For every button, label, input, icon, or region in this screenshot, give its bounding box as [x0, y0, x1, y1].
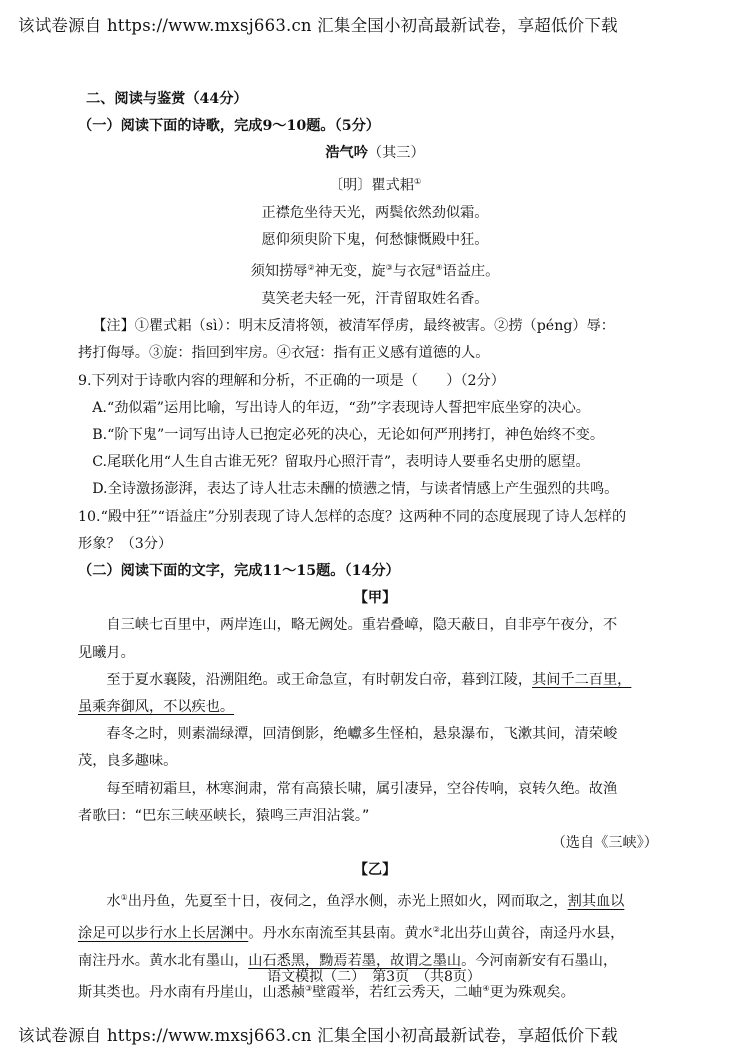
footnote-mark: ③ [305, 984, 313, 994]
footnote-mark: ② [307, 262, 315, 272]
passage-text: 水 [106, 894, 121, 911]
passage-text: 更为殊观矣。 [489, 985, 575, 1002]
passage-jia-text: 见曦月。 [78, 644, 135, 661]
passage-jia-text: 春冬之时，则素湍绿潭，回清倒影，绝巘多生怪柏，悬泉瀑布，飞漱其间，清荣峻 [106, 726, 618, 743]
footnote-mark: ④ [482, 984, 490, 994]
passage-text: 南注丹水。黄水北有墨山， [78, 953, 249, 970]
passage-text: 。丹水东南流至其县南。黄水 [248, 926, 433, 943]
passage-text: 。今河南新安有石墨山， [461, 953, 618, 970]
footnote-mark: ② [432, 925, 440, 935]
footnote-mark: ④ [435, 262, 443, 272]
poem-author-name: 〔明〕瞿式耜 [328, 177, 414, 194]
page-footer: 语文模拟（二） 第3页 （共8页） [267, 969, 481, 985]
section-title: 二、阅读与鉴赏（44分） [86, 91, 248, 107]
poem-text: 神无变，旋 [314, 263, 386, 280]
poem-line: 莫笑老夫轻一死，汗青留取姓名香。 [261, 290, 489, 307]
poem-line [78, 254, 672, 286]
option-b: B.“阶下鬼”一词写出诗人已抱定必死的决心，无论如何严刑拷打，神色始终不变。 [92, 426, 605, 443]
passage-text: 丹水南有丹崖山，山悉赪 [148, 985, 306, 1002]
part2-heading: （二）阅读下面的文字，完成11～15题。（14分） [78, 562, 400, 579]
underlined-sentence: 其间千二百里， [532, 671, 632, 688]
footnote-mark: ① [120, 893, 128, 903]
source-banner-bottom: 该试卷源自 https://www.mxsj663.cn 汇集全国小初高最新试卷，享超低价下载 [18, 1026, 618, 1045]
passage-text: 出丹鱼，先夏至十日，夜伺之，鱼浮水侧，赤光上照如火，网而取之， [127, 894, 568, 911]
passage-jia-text: 茂，良多趣味。 [78, 753, 178, 770]
poem-note: 拷打侮辱。③旋：指回到牢房。④衣冠：指有正义感有道德的人。 [78, 345, 490, 362]
option-a: A.“劲似霜”运用比喻，写出诗人的年迈，“劲”字表现诗人誓把牢底坐穿的决心。 [92, 399, 590, 416]
passage-text: 壁霞举，若红云秀天，二岫 [312, 985, 483, 1002]
poem-author [78, 168, 672, 200]
footnote-mark: ① [413, 176, 422, 186]
underlined-sentence: 割其血以 [567, 894, 625, 911]
passage-source: （选自《三峡》） [551, 834, 658, 851]
passage-yi-text [78, 884, 672, 916]
poem-subtitle: （其三） [367, 145, 425, 162]
passage-jia-text [78, 694, 672, 721]
passage-text: 北出芬山黄谷，南迳丹水县， [439, 926, 625, 943]
question-10: 10.“殿中狂”“语益庄”分别表现了诗人怎样的态度？这两种不同的态度展现了诗人怎样的 [78, 508, 627, 525]
passage-text: 斯其类也。 [78, 985, 149, 1002]
passage-jia-heading: 【甲】 [353, 590, 397, 607]
option-c: C.尾联化用“人生自古谁无死？留取丹心照汗青”，表明诗人要垂名史册的愿望。 [92, 454, 590, 471]
poem-line: 正襟危坐待天光，两鬓依然劲似霜。 [261, 204, 489, 221]
poem-title-line [78, 140, 672, 167]
passage-jia-text [78, 667, 672, 694]
passage-jia-text: 自三峡七百里中，两岸连山，略无阙处。重岩叠嶂，隐天蔽日，自非亭午夜分，不 [106, 617, 618, 634]
part1-heading: （一）阅读下面的诗歌，完成9～10题。（5分） [78, 118, 380, 135]
poem-note: 【注】①瞿式耜（sì）：明末反清将领，被清军俘虏，最终被害。②捞（péng）辱： [92, 318, 615, 335]
underlined-sentence: 山石悉黑，黝焉若墨，故谓之墨山 [248, 953, 462, 970]
passage-yi-text [78, 916, 672, 948]
question-10-cont: 形象？（3分） [78, 535, 173, 552]
poem-text: 与衣冠 [392, 263, 436, 280]
option-d: D.全诗激扬澎湃，表达了诗人壮志未酬的愤懑之情，与读者情感上产生强烈的共鸣。 [92, 481, 619, 498]
passage-text: 至于夏水襄陵，沿溯阻绝。或王命急宣，有时朝发白帝，暮到江陵， [106, 671, 533, 688]
poem-text: 须知捞辱 [250, 263, 308, 280]
poem-text: 语益庄。 [442, 263, 500, 280]
footnote-mark: ③ [385, 262, 393, 272]
poem-line: 愿仰须臾阶下鬼，何愁慷慨殿中狂。 [261, 231, 489, 248]
passage-jia-text: 者歌曰：“巴东三峡巫峡长，猿鸣三声泪沾裳。” [78, 807, 370, 824]
underlined-sentence: 涂足可以步行水上长居渊中 [78, 926, 249, 943]
source-banner-top: 该试卷源自 https://www.mxsj663.cn 汇集全国小初高最新试卷，享超低价下载 [18, 16, 618, 35]
passage-jia-text: 每至晴初霜旦，林寒涧肃，常有高猿长啸，属引凄异，空谷传响，哀转久绝。故渔 [106, 780, 618, 797]
exam-content [78, 86, 672, 1007]
poem-title: 浩气吟 [325, 145, 368, 162]
passage-yi-heading: 【乙】 [353, 862, 397, 879]
underlined-sentence: 虽乘奔御风，不以疾也。 [78, 698, 235, 715]
question-9: 9.下列对于诗歌内容的理解和分析，不正确的一项是（ ）（2分） [78, 372, 505, 389]
